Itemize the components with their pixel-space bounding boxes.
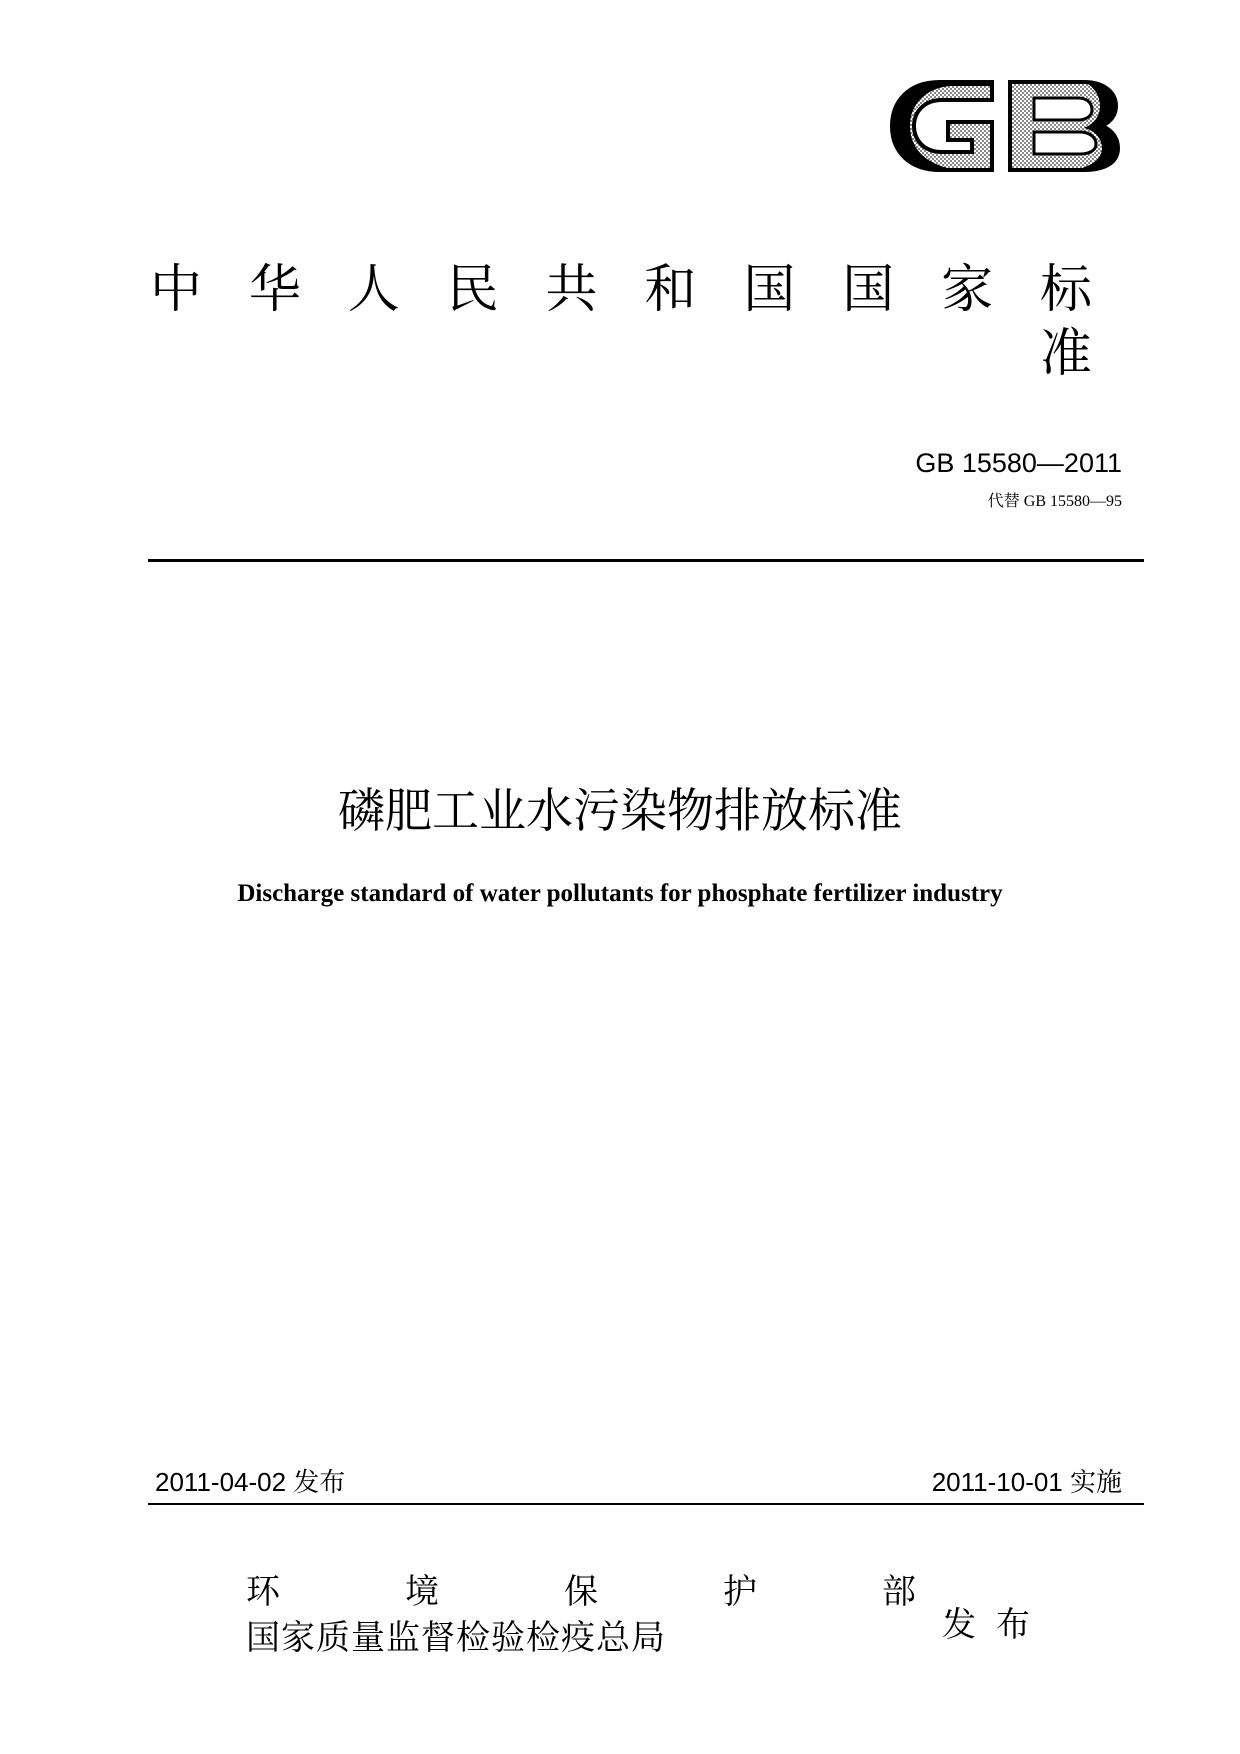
top-divider <box>148 559 1144 562</box>
issuer-aqsiq: 国家质量监督检验检疫总局 <box>246 1618 666 1658</box>
standard-code: GB 15580—2011 <box>915 448 1122 478</box>
publish-label: 发布 <box>942 1605 1050 1645</box>
issue-date: 2011-04-02 发布 <box>155 1467 346 1497</box>
issuer-ministry: 环境保护部 <box>246 1572 916 1612</box>
document-title-chinese: 磷肥工业水污染物排放标准 <box>338 784 902 839</box>
replaces-note: 代替 GB 15580—95 <box>987 493 1122 510</box>
bottom-divider <box>148 1503 1144 1505</box>
implementation-date: 2011-10-01 实施 <box>931 1467 1122 1497</box>
gb-logo <box>888 74 1122 178</box>
national-standard-heading: 中华人民共和国国家标准 <box>150 260 1135 384</box>
document-title-english: Discharge standard of water pollutants for phosphate fertilizer industry <box>237 880 1003 907</box>
